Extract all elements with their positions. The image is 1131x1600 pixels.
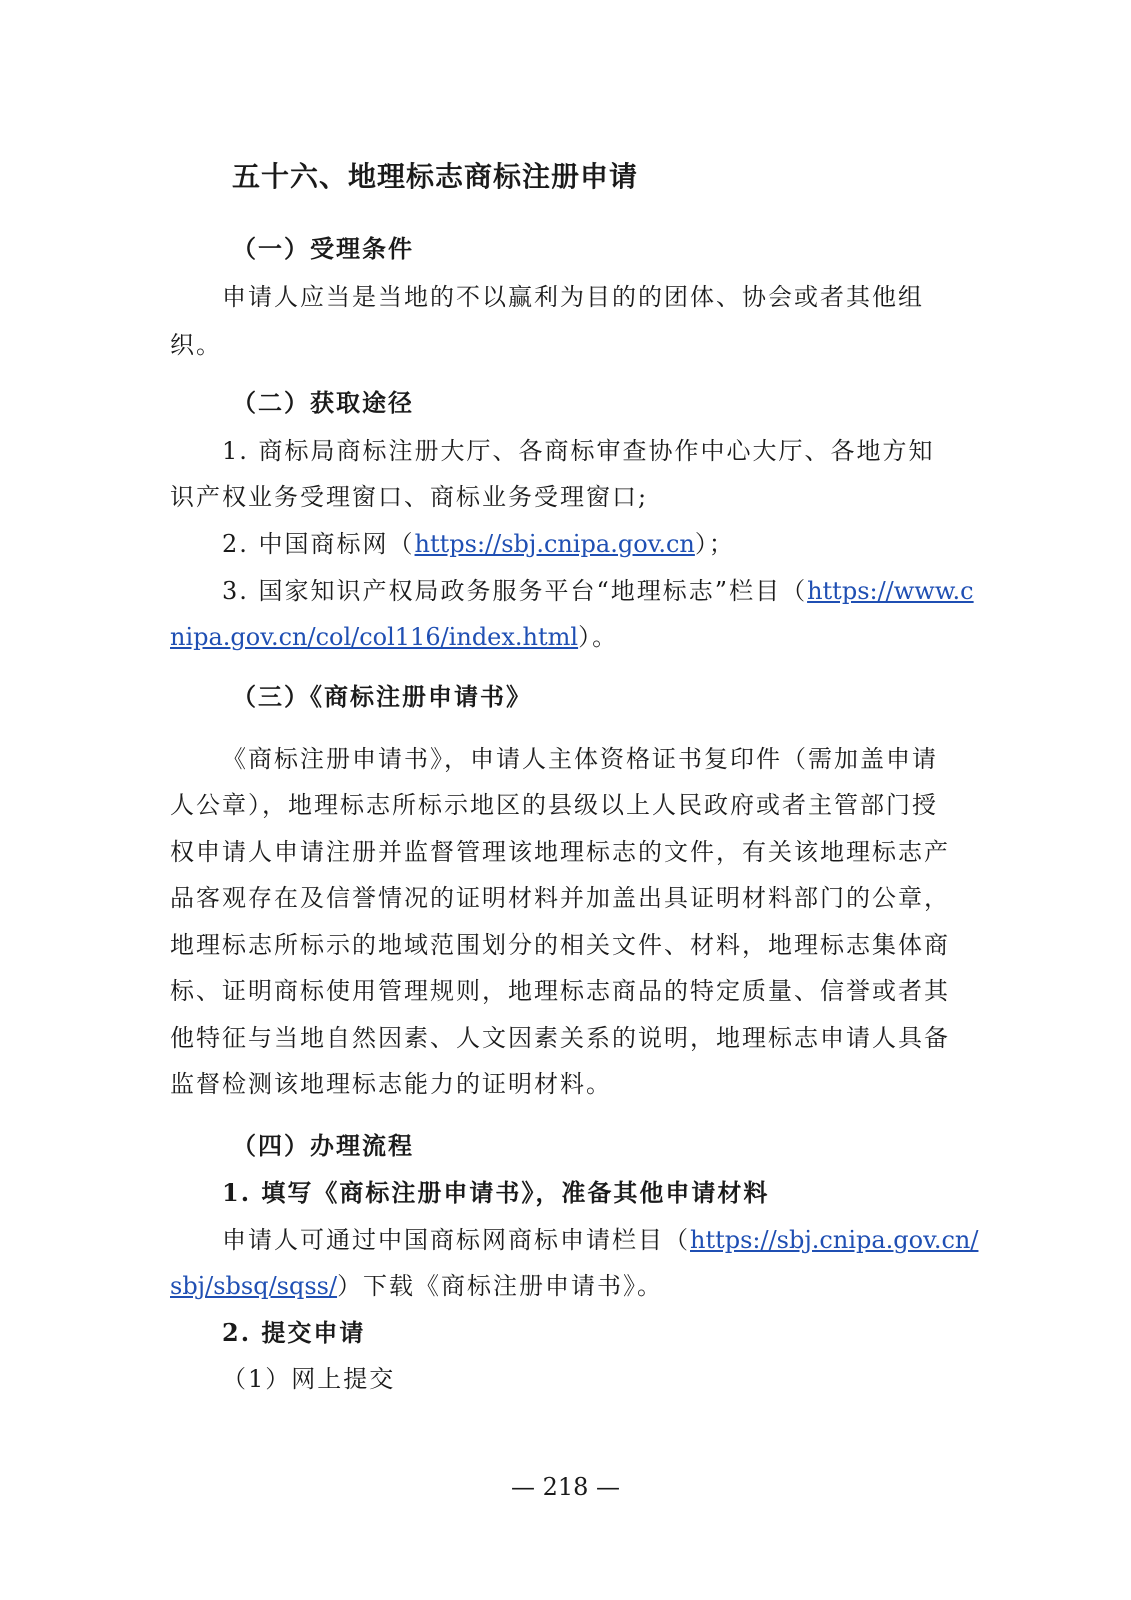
cnipa-trademark-link[interactable]: https://sbj.cnipa.gov.cn <box>414 530 695 558</box>
text: 申请人可通过中国商标网商标申请栏目（ <box>222 1226 690 1254</box>
paragraph-line: 标、证明商标使用管理规则，地理标志商品的特定质量、信誉或者其 <box>170 977 950 1005</box>
gi-column-link[interactable]: https://www.c <box>807 577 974 605</box>
list-item-line <box>170 622 960 652</box>
step-heading: 1. 填写《商标注册申请书》，准备其他申请材料 <box>222 1178 770 1207</box>
text: 3. 国家知识产权局政务服务平台“地理标志”栏目（ <box>222 577 808 605</box>
paragraph-line: 监督检测该地理标志能力的证明材料。 <box>170 1070 612 1098</box>
section-heading-application-form: （三）《商标注册申请书》 <box>232 682 532 711</box>
section-heading-channels: （二）获取途径 <box>232 388 414 417</box>
text: 2. 中国商标网（ <box>222 530 415 558</box>
list-item-line: 1. 商标局商标注册大厅、各商标审查协作中心大厅、各地方知 <box>222 437 935 465</box>
trademark-application-link[interactable]: sbj/sbsq/sqss/ <box>170 1272 338 1300</box>
paragraph-line: 人公章），地理标志所标示地区的县级以上人民政府或者主管部门授 <box>170 791 938 819</box>
text: ）。 <box>578 623 619 651</box>
paragraph-line: 品客观存在及信誉情况的证明材料并加盖出具证明材料部门的公章， <box>170 884 950 912</box>
list-item-line: 识产权业务受理窗口、商标业务受理窗口; <box>170 483 649 511</box>
list-item-line <box>222 576 974 606</box>
paragraph-line <box>170 1271 960 1301</box>
list-item-line <box>222 529 960 559</box>
gi-column-link[interactable]: nipa.gov.cn/col/col116/index.html <box>170 623 579 651</box>
paragraph-line: 申请人应当是当地的不以赢利为目的的团体、协会或者其他组 <box>222 283 924 311</box>
page-title: 五十六、地理标志商标注册申请 <box>232 160 639 193</box>
text: ）下载《商标注册申请书》。 <box>337 1272 664 1300</box>
section-heading-process: （四）办理流程 <box>232 1131 414 1160</box>
trademark-application-link[interactable]: https://sbj.cnipa.gov.cn/ <box>690 1226 979 1254</box>
paragraph-line: 他特征与当地自然因素、人文因素关系的说明，地理标志申请人具备 <box>170 1024 950 1052</box>
paragraph-line: 织。 <box>170 331 222 359</box>
sub-step: （1）网上提交 <box>222 1365 396 1393</box>
paragraph-line: 《商标注册申请书》，申请人主体资格证书复印件（需加盖申请 <box>222 745 938 773</box>
section-heading-conditions: （一）受理条件 <box>232 234 414 263</box>
step-heading: 2. 提交申请 <box>222 1318 366 1347</box>
text: ）； <box>694 530 735 558</box>
paragraph-line <box>222 1225 979 1255</box>
paragraph-line: 权申请人申请注册并监督管理该地理标志的文件，有关该地理标志产 <box>170 838 950 866</box>
paragraph-line: 地理标志所标示的地域范围划分的相关文件、材料，地理标志集体商 <box>170 931 950 959</box>
page-number: — 218 — <box>510 1473 621 1501</box>
